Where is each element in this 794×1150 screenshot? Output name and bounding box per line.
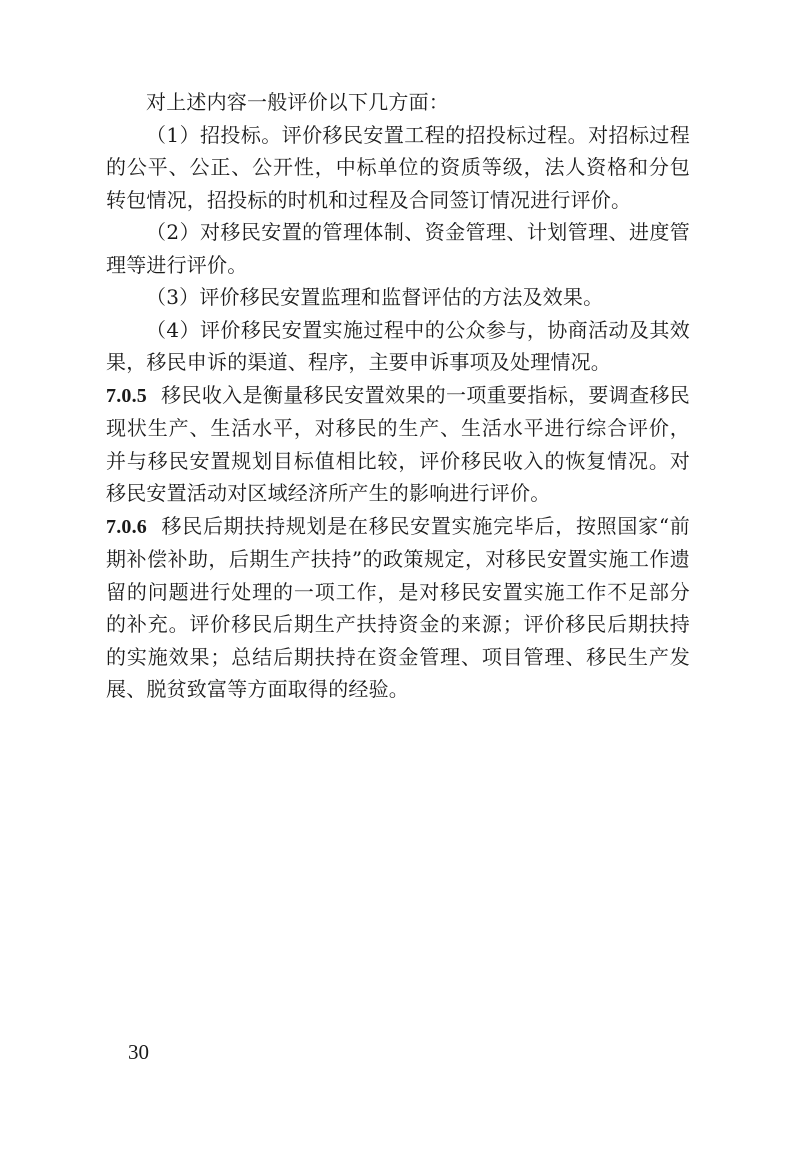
item-1-paragraph: （1）招投标。评价移民安置工程的招投标过程。对招标过程的公平、公正、公开性，中标单位的资质等级，法人资格和分包转包情况，招投标的时机和过程及合同签订情况进行评价。 [106,122,690,212]
intro-paragraph: 对上述内容一般评价以下几方面： [146,90,449,114]
item-2-paragraph: （2）对移民安置的管理体制、资金管理、计划管理、进度管理等进行评价。 [106,220,690,277]
clause-text: 移民后期扶持规划是在移民安置实施完毕后，按照国家“前期补偿补助，后期生产扶持”的政策规定，对移民安置实施工作遗留的问题进行处理的一项工作，是对移民安置实施工作不足部分的补充。评价移民后期生产扶持资金的来源；评价移民后期扶持的实施效果；总结后期扶持在资金管理、项目管理、移民生产发展、脱贫致富等方面取得的经验。 [106,513,690,701]
page-number: 30 [128,1040,149,1064]
clause-7-0-5 [106,379,690,510]
clause-7-0-6 [106,510,690,706]
clause-number: 7.0.6 [106,515,147,538]
item-3-paragraph: （3）评价移民安置监理和监督评估的方法及效果。 [146,285,604,309]
clause-text: 移民收入是衡量移民安置效果的一项重要指标，要调查移民现状生产、生活水平，对移民的生产、生活水平进行综合评价，并与移民安置规划目标值相比较，评价移民收入的恢复情况。对移民安置活动对区域经济所产生的影响进行评价。 [106,382,690,505]
document-body [106,86,690,706]
clause-number: 7.0.5 [106,384,147,407]
item-4-paragraph: （4）评价移民安置实施过程中的公众参与，协商活动及其效果，移民申诉的渠道、程序，主要申诉事项及处理情况。 [106,317,690,374]
